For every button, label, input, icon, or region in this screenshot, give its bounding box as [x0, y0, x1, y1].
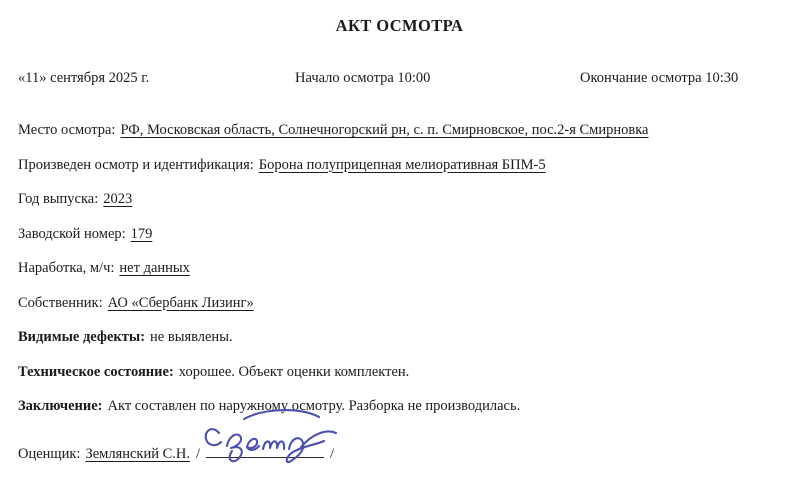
field-label: Заводской номер:: [18, 225, 126, 242]
field-serial-number: [18, 225, 781, 244]
field-operating-hours: [18, 259, 781, 278]
field-label: Место осмотра:: [18, 122, 116, 138]
field-label: Наработка, м/ч:: [18, 260, 115, 276]
field-value: РФ, Московская область, Солнечногорский рн, с. п. Смирновское, пос.2-я Смирновка: [120, 122, 649, 138]
field-place: [18, 121, 781, 140]
field-owner: [18, 294, 781, 313]
field-value: не выявлены.: [150, 329, 233, 345]
inspection-start-time: Начало осмотра 10:00: [295, 70, 431, 86]
signature-line: [206, 440, 324, 458]
slash-separator: /: [330, 446, 335, 462]
field-label: Год выпуска:: [18, 191, 99, 207]
signature-scribble: [206, 410, 336, 462]
signature-row: [18, 440, 781, 464]
field-value: нет данных: [119, 260, 190, 276]
slash-separator: /: [196, 446, 201, 462]
appraiser-name: Землянский С.Н.: [85, 446, 190, 462]
field-value: Борона полуприцепная мелиоративная БПМ-5: [258, 156, 546, 173]
field-visible-defects: [18, 328, 781, 347]
field-label-bold: Заключение:: [18, 398, 103, 414]
appraiser-label: Оценщик:: [18, 446, 81, 462]
page-title: АКТ ОСМОТРА: [335, 16, 464, 35]
field-technical-condition: [18, 363, 781, 382]
field-value: хорошее. Объект оценки комплектен.: [178, 363, 410, 380]
field-value: АО «Сбербанк Лизинг»: [107, 294, 254, 311]
field-label: Собственник:: [18, 294, 103, 311]
inspection-date: «11» сентября 2025 г.: [18, 70, 150, 86]
field-label-bold: Видимые дефекты:: [18, 329, 146, 345]
inspection-end-time: Окончание осмотра 10:30: [580, 70, 739, 86]
date-row: [18, 69, 781, 88]
field-object: [18, 156, 781, 175]
field-year: [18, 190, 781, 209]
field-conclusion: [18, 397, 781, 416]
field-value: 179: [130, 225, 153, 242]
field-label: Произведен осмотр и идентификация:: [18, 156, 254, 173]
field-label-bold: Техническое состояние:: [18, 363, 174, 380]
field-value: 2023: [103, 191, 133, 207]
field-value: Акт составлен по наружному осмотру. Разборка не производилась.: [107, 398, 521, 414]
fields-section: [18, 121, 781, 416]
